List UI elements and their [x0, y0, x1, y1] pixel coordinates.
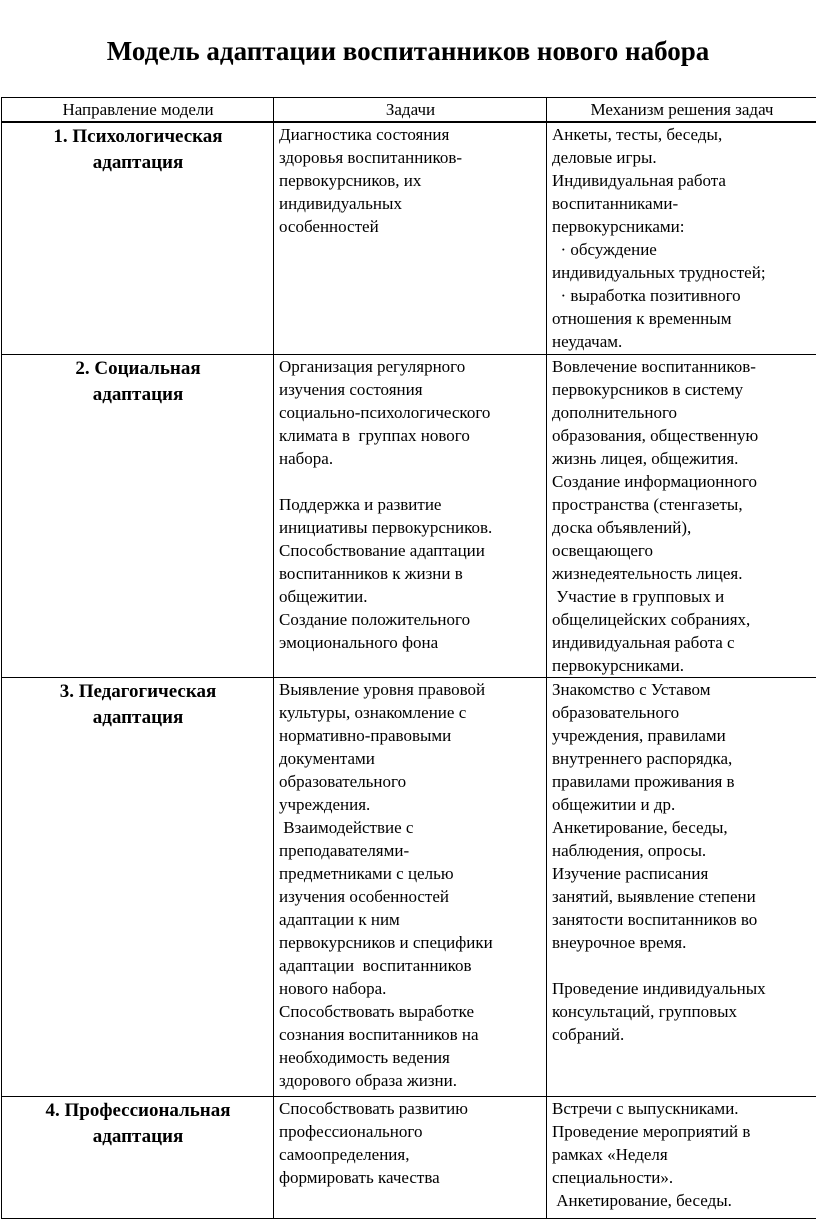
tasks-cell [274, 678, 547, 1097]
direction-cell-line: 3. Педагогическая [7, 679, 269, 705]
adaptation-model-table [1, 97, 816, 1219]
tasks-cell-line: преподавателями- [279, 839, 542, 862]
tasks-cell-line: здоровья воспитанников- [279, 146, 542, 169]
direction-cell-line: 2. Социальная [7, 356, 269, 382]
tasks-cell-line: профессионального [279, 1120, 542, 1143]
mechanisms-cell-line: консультаций, групповых [552, 1000, 812, 1023]
direction-cell-line: 4. Профессиональная [7, 1098, 269, 1124]
direction-cell [2, 122, 274, 355]
tasks-cell-line: Создание положительного [279, 608, 542, 631]
tasks-cell-line: нового набора. [279, 977, 542, 1000]
mechanisms-cell-line: · выработка позитивного [552, 284, 812, 307]
mechanisms-cell-line: деловые игры. [552, 146, 812, 169]
tasks-cell-line: образовательного [279, 770, 542, 793]
tasks-cell-line: здорового образа жизни. [279, 1069, 542, 1092]
mechanisms-cell-line: правилами проживания в [552, 770, 812, 793]
mechanisms-cell-line: Индивидуальная работа [552, 169, 812, 192]
mechanisms-cell-line: наблюдения, опросы. [552, 839, 812, 862]
tasks-cell-line: Организация регулярного [279, 355, 542, 378]
tasks-cell-line: эмоционального фона [279, 631, 542, 654]
tasks-cell-line: первокурсников, их [279, 169, 542, 192]
mechanisms-cell-line: Анкетирование, беседы, [552, 816, 812, 839]
tasks-cell-line: самоопределения, [279, 1143, 542, 1166]
tasks-cell-line: воспитанников к жизни в [279, 562, 542, 585]
mechanisms-cell-line: Создание информационного [552, 470, 812, 493]
tasks-cell-line: нормативно-правовыми [279, 724, 542, 747]
mechanisms-cell-line: общежитии и др. [552, 793, 812, 816]
mechanisms-cell [547, 678, 816, 1097]
tasks-cell-line: Способствовать выработке [279, 1000, 542, 1023]
mechanisms-cell-line: собраний. [552, 1023, 812, 1046]
tasks-cell-line: предметниками с целью [279, 862, 542, 885]
tasks-cell-line: Способствование адаптации [279, 539, 542, 562]
tasks-cell-line: климата в группах нового [279, 424, 542, 447]
tasks-cell-line: первокурсников и специфики [279, 931, 542, 954]
direction-cell [2, 355, 274, 678]
tasks-cell-line: набора. [279, 447, 542, 470]
direction-cell-line: адаптация [7, 1124, 269, 1150]
mechanisms-cell-line: воспитанниками- [552, 192, 812, 215]
mechanisms-cell-line: учреждения, правилами [552, 724, 812, 747]
mechanisms-cell [547, 1097, 816, 1219]
tasks-cell-line: адаптации к ним [279, 908, 542, 931]
mechanisms-cell-line: освещающего [552, 539, 812, 562]
column-header-mechanisms: Механизм решения задач [547, 98, 816, 123]
tasks-cell-line: изучения состояния [279, 378, 542, 401]
mechanisms-cell-line: первокурсниками. [552, 654, 812, 677]
tasks-cell-line [279, 470, 542, 493]
direction-cell-line: адаптация [7, 705, 269, 731]
page-title: Модель адаптации воспитанников нового набора [0, 33, 816, 69]
table-row [2, 122, 816, 355]
mechanisms-cell-line: Проведение индивидуальных [552, 977, 812, 1000]
column-header-tasks: Задачи [274, 98, 547, 123]
mechanisms-cell-line: жизнь лицея, общежития. [552, 447, 812, 470]
direction-cell-line: 1. Психологическая [7, 124, 269, 150]
tasks-cell-line: социально-психологического [279, 401, 542, 424]
mechanisms-cell-line: Вовлечение воспитанников- [552, 355, 812, 378]
tasks-cell-line: адаптации воспитанников [279, 954, 542, 977]
direction-cell-line: адаптация [7, 382, 269, 408]
tasks-cell [274, 1097, 547, 1219]
tasks-cell-line: формировать качества [279, 1166, 542, 1189]
tasks-cell-line: документами [279, 747, 542, 770]
tasks-cell-line: Выявление уровня правовой [279, 678, 542, 701]
mechanisms-cell-line: внеурочное время. [552, 931, 812, 954]
mechanisms-cell-line: образования, общественную [552, 424, 812, 447]
mechanisms-cell-line: занятости воспитанников во [552, 908, 812, 931]
tasks-cell-line: сознания воспитанников на [279, 1023, 542, 1046]
mechanisms-cell [547, 355, 816, 678]
mechanisms-cell-line: · обсуждение [552, 238, 812, 261]
mechanisms-cell-line: Анкеты, тесты, беседы, [552, 123, 812, 146]
mechanisms-cell-line: первокурсников в систему [552, 378, 812, 401]
table-row [2, 678, 816, 1097]
mechanisms-cell-line: Встречи с выпускниками. [552, 1097, 812, 1120]
table-row [2, 355, 816, 678]
mechanisms-cell-line: жизнедеятельность лицея. [552, 562, 812, 585]
mechanisms-cell-line: Анкетирование, беседы. [552, 1189, 812, 1212]
tasks-cell-line: учреждения. [279, 793, 542, 816]
mechanisms-cell-line: Проведение мероприятий в [552, 1120, 812, 1143]
tasks-cell-line: особенностей [279, 215, 542, 238]
mechanisms-cell-line: специальности». [552, 1166, 812, 1189]
column-header-direction: Направление модели [2, 98, 274, 123]
mechanisms-cell-line: отношения к временным [552, 307, 812, 330]
direction-cell-line: адаптация [7, 150, 269, 176]
table-row [2, 1097, 816, 1219]
mechanisms-cell-line: рамках «Неделя [552, 1143, 812, 1166]
mechanisms-cell-line: внутреннего распорядка, [552, 747, 812, 770]
mechanisms-cell-line: Изучение расписания [552, 862, 812, 885]
direction-cell [2, 678, 274, 1097]
tasks-cell-line: индивидуальных [279, 192, 542, 215]
tasks-cell [274, 122, 547, 355]
tasks-cell-line: общежитии. [279, 585, 542, 608]
mechanisms-cell-line: доска объявлений), [552, 516, 812, 539]
tasks-cell-line: Поддержка и развитие [279, 493, 542, 516]
tasks-cell-line: Диагностика состояния [279, 123, 542, 146]
mechanisms-cell-line: Участие в групповых и [552, 585, 812, 608]
mechanisms-cell-line: дополнительного [552, 401, 812, 424]
mechanisms-cell-line: неудачам. [552, 330, 812, 353]
tasks-cell-line: необходимость ведения [279, 1046, 542, 1069]
table-header-row [2, 98, 816, 123]
mechanisms-cell-line: общелицейских собраниях, [552, 608, 812, 631]
mechanisms-cell-line: образовательного [552, 701, 812, 724]
mechanisms-cell-line: занятий, выявление степени [552, 885, 812, 908]
tasks-cell-line: Взаимодействие с [279, 816, 542, 839]
mechanisms-cell-line: первокурсниками: [552, 215, 812, 238]
tasks-cell-line: инициативы первокурсников. [279, 516, 542, 539]
mechanisms-cell-line: индивидуальная работа с [552, 631, 812, 654]
mechanisms-cell-line: Знакомство с Уставом [552, 678, 812, 701]
direction-cell [2, 1097, 274, 1219]
mechanisms-cell-line [552, 954, 812, 977]
tasks-cell-line: изучения особенностей [279, 885, 542, 908]
mechanisms-cell [547, 122, 816, 355]
tasks-cell-line: культуры, ознакомление с [279, 701, 542, 724]
tasks-cell [274, 355, 547, 678]
tasks-cell-line: Способствовать развитию [279, 1097, 542, 1120]
mechanisms-cell-line: пространства (стенгазеты, [552, 493, 812, 516]
mechanisms-cell-line: индивидуальных трудностей; [552, 261, 812, 284]
